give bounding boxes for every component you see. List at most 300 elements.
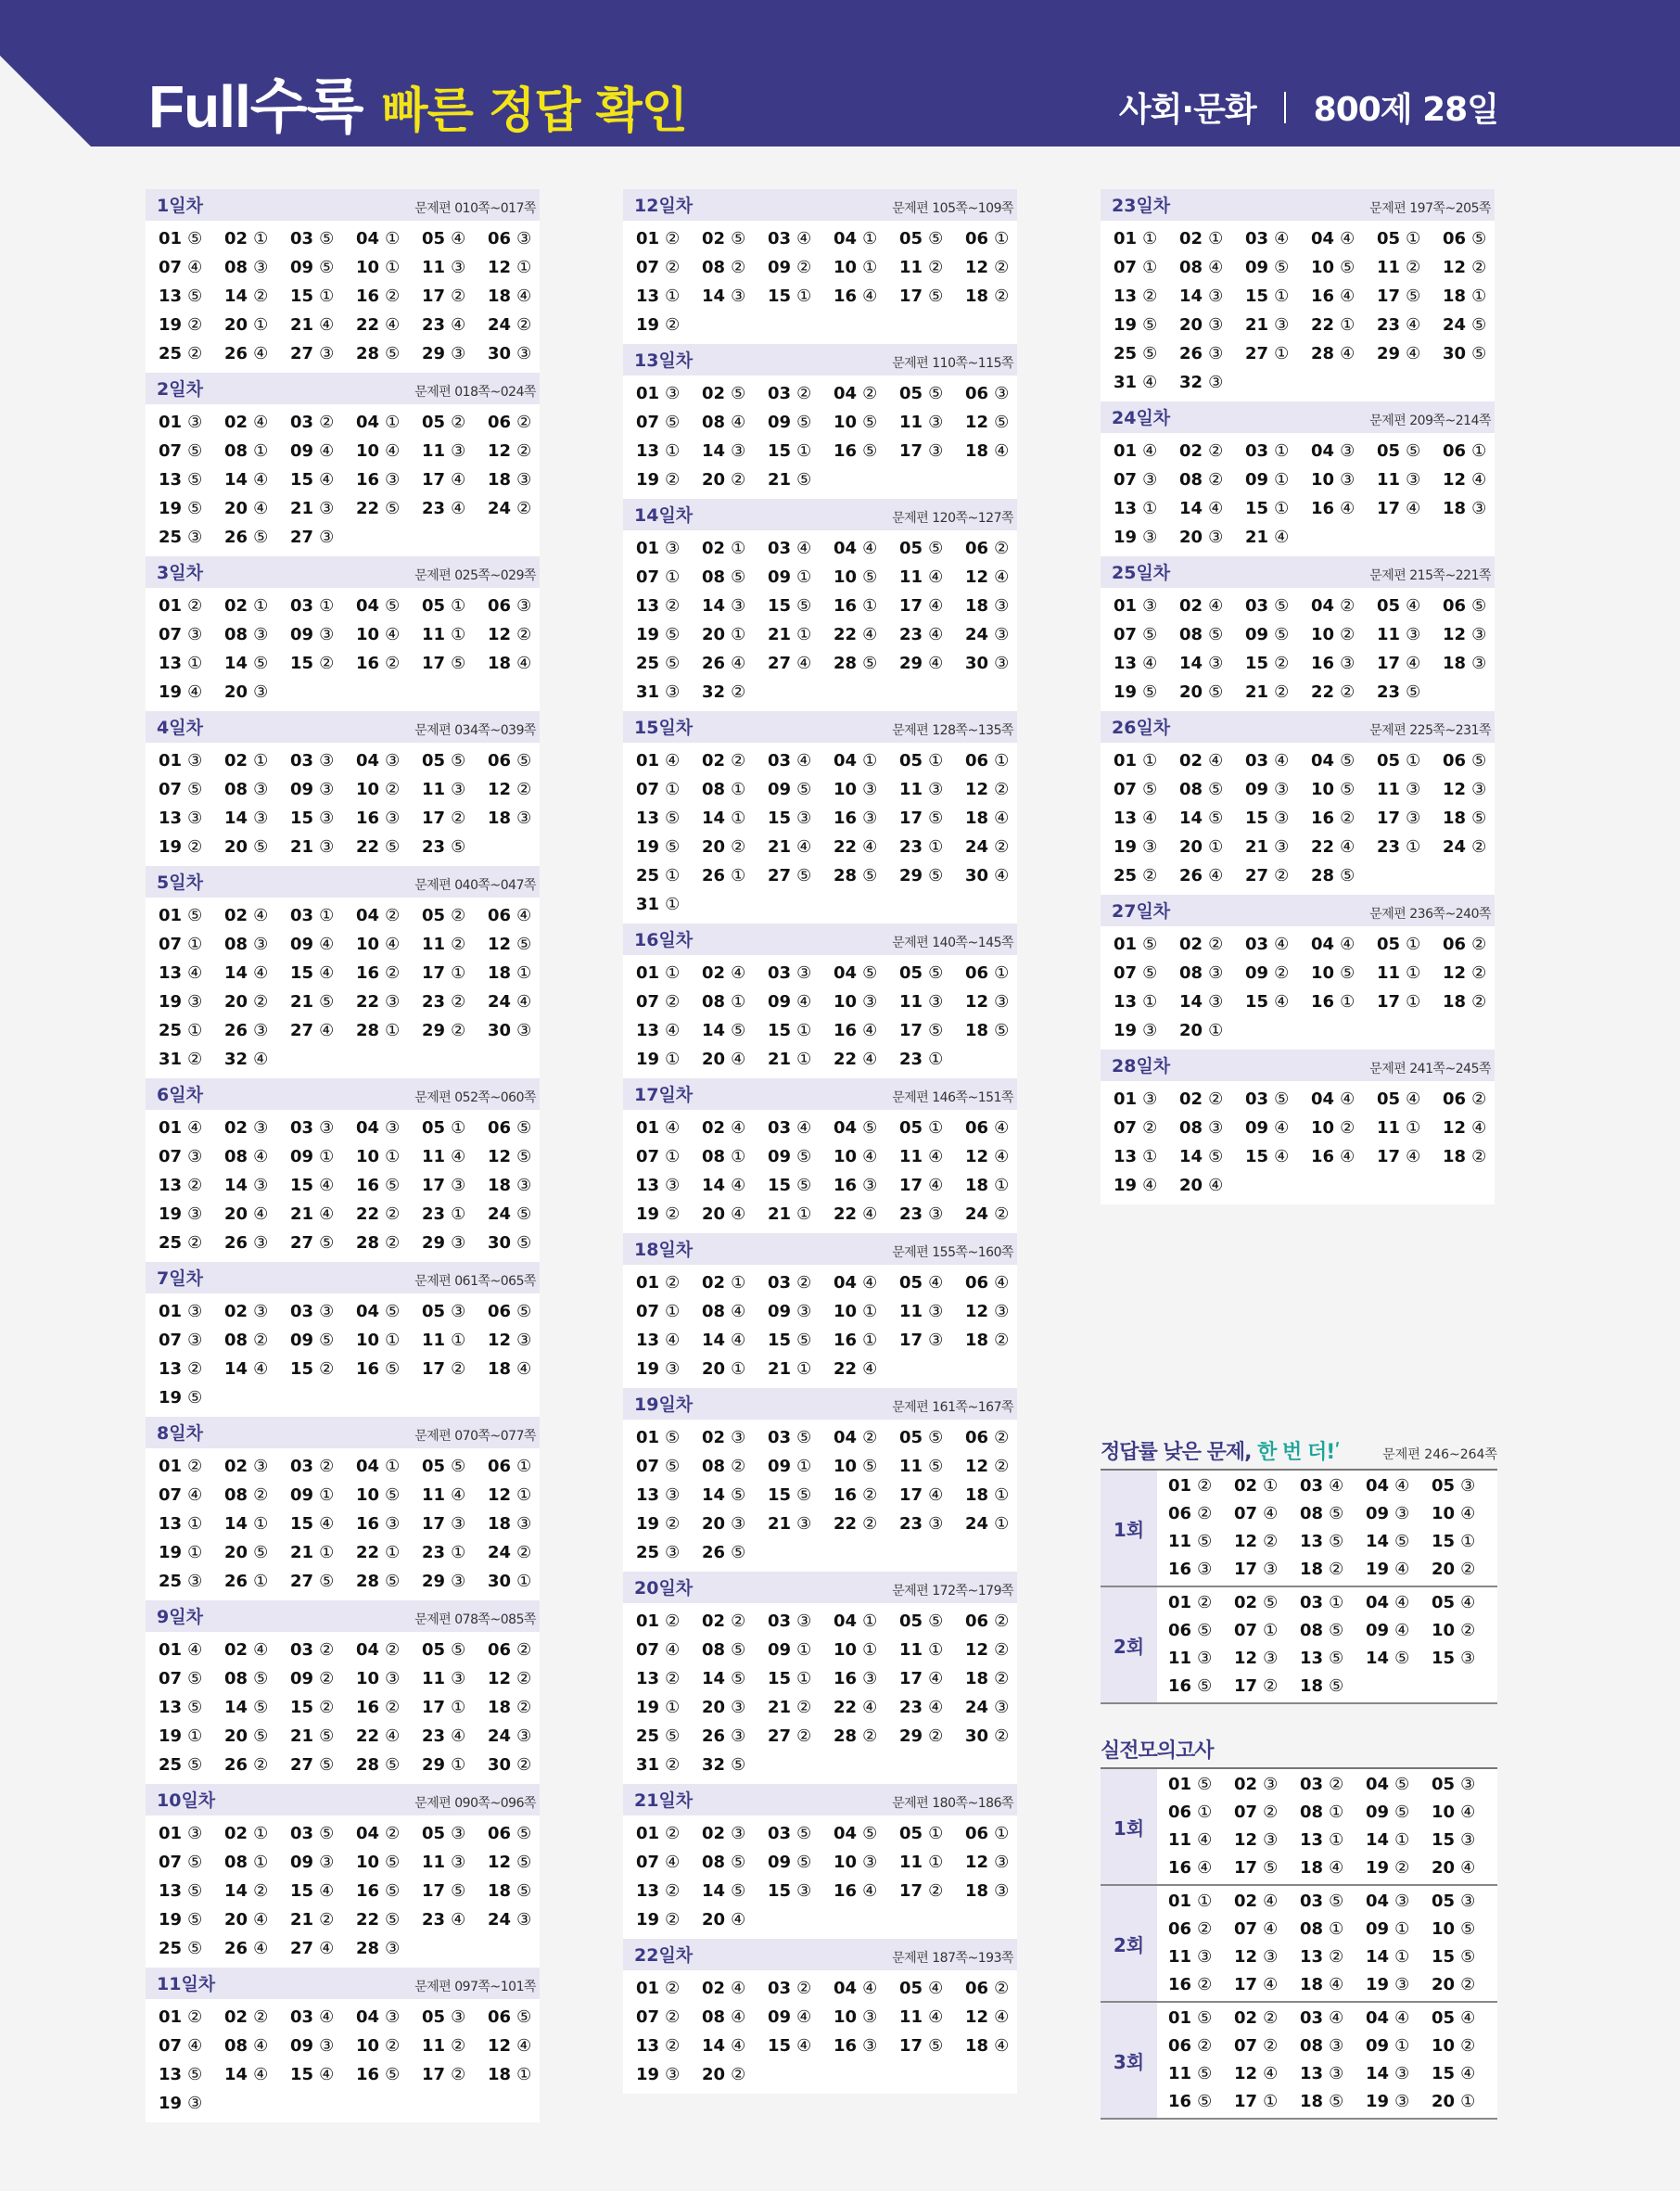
question-number: 02 [702, 1273, 726, 1293]
answer-item [1432, 1645, 1497, 1673]
answer-item [965, 2003, 1031, 2032]
question-number: 16 [1168, 2092, 1192, 2111]
answer-choice: ② [1329, 1947, 1344, 1967]
question-number: 15 [1432, 2064, 1456, 2083]
answer-item [899, 804, 965, 833]
answer-choice: ③ [928, 1302, 944, 1321]
answer-item [1179, 649, 1245, 678]
answer-item [290, 523, 356, 552]
answer-choice: ① [731, 780, 746, 799]
answer-item [834, 1848, 899, 1877]
question-number: 02 [702, 1611, 726, 1631]
answer-choice: ① [451, 1698, 466, 1717]
answer-item [768, 1268, 834, 1297]
answer-item [422, 1114, 488, 1142]
answer-choice: ③ [665, 1176, 681, 1195]
question-number: 24 [488, 315, 512, 335]
answer-choice: ⑤ [1208, 625, 1224, 644]
answer-choice: ④ [253, 906, 269, 925]
answer-choice: ⑤ [928, 866, 944, 885]
answer-item [1300, 1916, 1366, 1943]
answer-item [1245, 494, 1311, 523]
answer-item [356, 437, 422, 465]
answer-item [356, 1452, 422, 1481]
question-number: 30 [488, 1021, 512, 1040]
answer-item [636, 1693, 702, 1722]
round-row [1101, 1886, 1497, 2003]
question-number: 21 [1245, 528, 1269, 547]
day-header [1101, 895, 1495, 926]
answer-item [1168, 1556, 1234, 1584]
answer-item [422, 282, 488, 311]
answer-item [768, 465, 834, 494]
answer-item [356, 959, 422, 987]
answer-choice: ③ [187, 992, 203, 1012]
question-number: 07 [159, 1331, 183, 1350]
answer-choice: ① [187, 1726, 203, 1746]
answer-item [488, 339, 554, 368]
question-number: 11 [899, 567, 923, 587]
answer-item [1245, 959, 1311, 987]
answer-choice: ① [731, 1359, 746, 1379]
answer-choice: ③ [796, 1514, 812, 1534]
answer-item [1245, 746, 1311, 775]
question-number: 10 [356, 1669, 380, 1688]
question-number: 05 [1432, 1892, 1456, 1911]
answer-choice: ② [1471, 1147, 1487, 1166]
answer-item [1366, 1500, 1432, 1528]
answer-item [702, 804, 768, 833]
answer-choice: ④ [994, 441, 1010, 461]
answer-item [636, 2032, 702, 2060]
answer-item [488, 1452, 554, 1481]
answer-choice: ① [1406, 992, 1421, 1012]
answer-item [768, 2003, 834, 2032]
answer-item [834, 1877, 899, 1905]
answer-choice: ② [1197, 1919, 1213, 1939]
answer-choice: ② [187, 1359, 203, 1379]
answer-item [636, 1509, 702, 1538]
question-number: 10 [356, 625, 380, 644]
answer-item [1311, 746, 1377, 775]
answer-item [768, 563, 834, 592]
question-number: 04 [356, 1640, 380, 1660]
answer-item [702, 1607, 768, 1636]
question-number: 03 [768, 539, 792, 558]
question-number: 06 [965, 1273, 989, 1293]
answer-choice: ④ [451, 470, 466, 490]
answer-choice: ④ [1274, 1147, 1290, 1166]
answer-choice: ⑤ [1208, 1147, 1224, 1166]
answer-grid [1101, 433, 1495, 556]
answer-item [159, 1016, 224, 1045]
answer-item [1311, 465, 1377, 494]
answer-choice: ⑤ [385, 837, 401, 857]
answer-choice: ① [928, 1118, 944, 1138]
answer-choice: ④ [1394, 2008, 1410, 2028]
question-number: 15 [768, 809, 792, 828]
page-range: 문제편 052쪽~060쪽 [414, 1090, 536, 1105]
answer-item [422, 1905, 488, 1934]
question-number: 16 [834, 1331, 858, 1350]
answer-item [159, 1452, 224, 1481]
question-number: 20 [224, 992, 248, 1012]
question-number: 28 [356, 1572, 380, 1591]
answer-choice: ② [1471, 963, 1487, 983]
answer-choice: ③ [451, 1669, 466, 1688]
answer-item [1366, 1556, 1432, 1584]
question-number: 01 [159, 1302, 183, 1321]
answer-choice: ④ [862, 625, 878, 644]
answer-choice: ③ [385, 1669, 401, 1688]
question-number: 08 [702, 992, 726, 1012]
question-number: 26 [224, 1755, 248, 1775]
question-number: 11 [422, 780, 446, 799]
answer-item [702, 649, 768, 678]
answer-item [1114, 804, 1179, 833]
question-number: 23 [422, 1204, 446, 1224]
day-header [1101, 711, 1495, 743]
answer-item [1114, 494, 1179, 523]
answer-choice: ③ [731, 1698, 746, 1717]
question-number: 02 [224, 2007, 248, 2027]
answer-item [224, 1171, 290, 1200]
answer-item [224, 678, 290, 707]
answer-choice: ② [451, 413, 466, 432]
answer-grid [1157, 1587, 1497, 1702]
answer-item [899, 2032, 965, 2060]
question-number: 01 [636, 1273, 660, 1293]
answer-item [834, 1481, 899, 1509]
question-number: 06 [488, 1302, 512, 1321]
page-range: 문제편 180쪽~186쪽 [892, 1796, 1013, 1811]
answer-item [224, 1693, 290, 1722]
question-number: 14 [702, 1669, 726, 1688]
answer-choice: ③ [994, 654, 1010, 673]
answer-item [1168, 1645, 1234, 1673]
answer-item [965, 534, 1031, 563]
answer-item [1377, 339, 1443, 368]
question-number: 18 [1443, 809, 1467, 828]
answer-item [290, 1636, 356, 1664]
answer-choice: ⑤ [187, 499, 203, 518]
answer-choice: ④ [253, 413, 269, 432]
answer-item [1114, 930, 1179, 959]
answer-choice: ③ [1406, 625, 1421, 644]
question-number: 03 [1245, 441, 1269, 461]
answer-choice: ② [516, 1755, 532, 1775]
answer-choice: ④ [319, 2065, 335, 2084]
question-number: 21 [1245, 682, 1269, 702]
answer-item [965, 1297, 1031, 1326]
answer-choice: ⑤ [731, 229, 746, 248]
answer-grid [1101, 588, 1495, 711]
question-number: 04 [356, 1118, 380, 1138]
question-number: 31 [636, 895, 660, 914]
answer-item [1443, 465, 1508, 494]
answer-item [965, 1877, 1031, 1905]
answer-item [1311, 282, 1377, 311]
question-number: 04 [356, 906, 380, 925]
question-number: 09 [290, 258, 314, 277]
question-number: 10 [356, 2036, 380, 2056]
answer-choice: ③ [796, 809, 812, 828]
answer-item [488, 592, 554, 620]
answer-choice: ③ [862, 2036, 878, 2056]
answer-item [1179, 1085, 1245, 1114]
answer-choice: ③ [385, 2007, 401, 2027]
answer-item [768, 1297, 834, 1326]
page-range: 문제편 078쪽~085쪽 [414, 1612, 536, 1627]
answer-choice: ⑤ [385, 1485, 401, 1505]
answer-item [1432, 1888, 1497, 1916]
answer-item [290, 1877, 356, 1905]
answer-item [290, 1229, 356, 1257]
answer-choice: ④ [731, 1050, 746, 1069]
answer-choice: ④ [862, 539, 878, 558]
answer-choice: ② [319, 1669, 335, 1688]
answer-item [834, 563, 899, 592]
answer-item [290, 1200, 356, 1229]
question-number: 29 [899, 1726, 923, 1746]
answer-choice: ⑤ [796, 1176, 812, 1195]
day-header [623, 1939, 1017, 1970]
question-number: 05 [1432, 1476, 1456, 1496]
answer-choice: ② [516, 1543, 532, 1562]
question-number: 22 [356, 499, 380, 518]
question-number: 18 [488, 1359, 512, 1379]
answer-choice: ④ [1197, 1858, 1213, 1878]
answer-choice: ③ [1471, 780, 1487, 799]
question-number: 15 [768, 1021, 792, 1040]
answer-item [1114, 368, 1179, 397]
answer-choice: ① [731, 1273, 746, 1293]
answer-choice: ① [862, 1331, 878, 1350]
answer-choice: ⑤ [928, 1611, 944, 1631]
day-block [146, 1784, 540, 1968]
answer-item [356, 775, 422, 804]
answer-item [636, 465, 702, 494]
answer-choice: ③ [187, 1572, 203, 1591]
answer-choice: ④ [253, 2036, 269, 2056]
question-number: 17 [422, 287, 446, 306]
question-number: 16 [1168, 1858, 1192, 1878]
question-number: 19 [1366, 2092, 1390, 2111]
answer-item [159, 253, 224, 282]
answer-choice: ② [1208, 1089, 1224, 1109]
day-block [1101, 556, 1495, 711]
answer-item [224, 1229, 290, 1257]
question-number: 14 [224, 2065, 248, 2084]
question-number: 17 [1234, 2092, 1258, 2111]
question-number: 21 [1245, 837, 1269, 857]
answer-choice: ④ [796, 2007, 812, 2027]
answer-item [965, 1607, 1031, 1636]
answer-item [1234, 1472, 1300, 1500]
question-number: 29 [422, 1572, 446, 1591]
question-number: 11 [422, 1853, 446, 1872]
answer-choice: ③ [1471, 654, 1487, 673]
question-number: 20 [702, 1910, 726, 1930]
answer-item [702, 959, 768, 987]
answer-item [1114, 620, 1179, 649]
question-number: 02 [224, 413, 248, 432]
question-number: 13 [159, 1881, 183, 1901]
answer-choice: ⑤ [385, 499, 401, 518]
question-number: 04 [356, 413, 380, 432]
question-number: 06 [965, 1611, 989, 1631]
question-number: 15 [290, 963, 314, 983]
answer-item [1168, 1673, 1234, 1701]
answer-choice: ③ [1263, 1649, 1279, 1668]
answer-item [1114, 592, 1179, 620]
answer-choice: ④ [665, 1118, 681, 1138]
answer-choice: ① [253, 1572, 269, 1591]
question-number: 09 [768, 1147, 792, 1166]
question-number: 30 [965, 866, 989, 885]
question-number: 14 [224, 1359, 248, 1379]
answer-choice: ② [928, 1726, 944, 1746]
answer-item [1432, 1827, 1497, 1854]
answer-item [1168, 1771, 1234, 1799]
question-number: 07 [1114, 258, 1138, 277]
answer-item [1377, 1085, 1443, 1114]
question-number: 18 [488, 2065, 512, 2084]
answer-item [899, 1268, 965, 1297]
answer-item [1443, 1114, 1508, 1142]
answer-item [1114, 253, 1179, 282]
answer-item [422, 930, 488, 959]
question-number: 09 [290, 1485, 314, 1505]
answer-item [1114, 1171, 1179, 1200]
answer-choice: ④ [1340, 837, 1355, 857]
question-number: 06 [1443, 229, 1467, 248]
answer-item [1179, 339, 1245, 368]
answer-choice: ③ [451, 344, 466, 363]
answer-choice: ③ [1274, 809, 1290, 828]
question-number: 15 [1432, 1532, 1456, 1551]
answer-item [1432, 1916, 1497, 1943]
day-block [146, 1262, 540, 1417]
answer-item [834, 1509, 899, 1538]
answer-item [636, 833, 702, 861]
question-number: 25 [636, 654, 660, 673]
day-block [146, 189, 540, 373]
answer-item [768, 746, 834, 775]
answer-item [1366, 1971, 1432, 1999]
answer-choice: ④ [862, 1147, 878, 1166]
question-number: 03 [290, 1302, 314, 1321]
answer-choice: ② [253, 287, 269, 306]
answer-choice: ② [994, 287, 1010, 306]
answer-item [356, 1934, 422, 1963]
question-number: 05 [422, 751, 446, 771]
question-number: 04 [1366, 2008, 1390, 2028]
question-number: 27 [290, 1233, 314, 1253]
answer-item [422, 1229, 488, 1257]
question-number: 32 [224, 1050, 248, 1069]
answer-item [488, 746, 554, 775]
question-number: 20 [1432, 1858, 1456, 1878]
answer-choice: ④ [862, 1204, 878, 1224]
day-label: 17일차 [634, 1085, 694, 1105]
day-label: 7일차 [157, 1268, 203, 1289]
answer-item [422, 804, 488, 833]
question-number: 14 [224, 963, 248, 983]
question-number: 17 [1234, 1858, 1258, 1878]
question-number: 21 [768, 837, 792, 857]
answer-choice: ② [187, 837, 203, 857]
answer-grid [146, 1110, 540, 1262]
answer-item [1179, 746, 1245, 775]
question-number: 01 [1168, 1593, 1192, 1612]
answer-choice: ④ [731, 1331, 746, 1350]
day-block [1101, 711, 1495, 895]
answer-item [899, 1693, 965, 1722]
answer-item [965, 1722, 1031, 1751]
answer-item [1245, 253, 1311, 282]
answer-choice: ⑤ [665, 1428, 681, 1447]
answer-choice: ② [665, 315, 681, 335]
question-number: 17 [899, 1021, 923, 1040]
answer-choice: ④ [253, 963, 269, 983]
day-header [146, 556, 540, 588]
question-number: 20 [224, 315, 248, 335]
answer-item [290, 620, 356, 649]
question-number: 14 [702, 1485, 726, 1505]
answer-choice: ⑤ [385, 1853, 401, 1872]
question-number: 09 [1245, 625, 1269, 644]
answer-item [1311, 804, 1377, 833]
answer-item [224, 1751, 290, 1779]
question-number: 15 [290, 809, 314, 828]
answer-item [1114, 861, 1179, 890]
day-label: 4일차 [157, 718, 203, 738]
answer-choice: ④ [1340, 499, 1355, 518]
answer-choice: ③ [862, 780, 878, 799]
answer-item [290, 959, 356, 987]
answer-item [1234, 2032, 1300, 2060]
question-number: 14 [1179, 287, 1203, 306]
answer-item [636, 1481, 702, 1509]
question-number: 09 [290, 935, 314, 954]
answer-item [834, 804, 899, 833]
answer-choice: ④ [1274, 528, 1290, 547]
question-number: 28 [356, 1233, 380, 1253]
question-number: 26 [702, 866, 726, 885]
question-number: 17 [899, 1331, 923, 1350]
answer-item [834, 1974, 899, 2003]
answer-choice: ④ [385, 1726, 401, 1746]
question-number: 17 [422, 470, 446, 490]
question-number: 27 [1245, 866, 1269, 885]
answer-choice: ④ [1394, 1593, 1410, 1612]
answer-item [422, 2003, 488, 2032]
answer-item [768, 253, 834, 282]
answer-choice: ⑤ [1197, 1532, 1213, 1551]
question-number: 22 [356, 1543, 380, 1562]
question-number: 16 [1311, 499, 1335, 518]
answer-choice: ② [451, 906, 466, 925]
answer-item [768, 1722, 834, 1751]
answer-choice: ② [731, 1611, 746, 1631]
day-header [146, 1262, 540, 1293]
day-block [146, 1968, 540, 2122]
answer-item [159, 1297, 224, 1326]
answer-item [422, 311, 488, 339]
question-number: 13 [1114, 287, 1138, 306]
answer-item [488, 2032, 554, 2060]
